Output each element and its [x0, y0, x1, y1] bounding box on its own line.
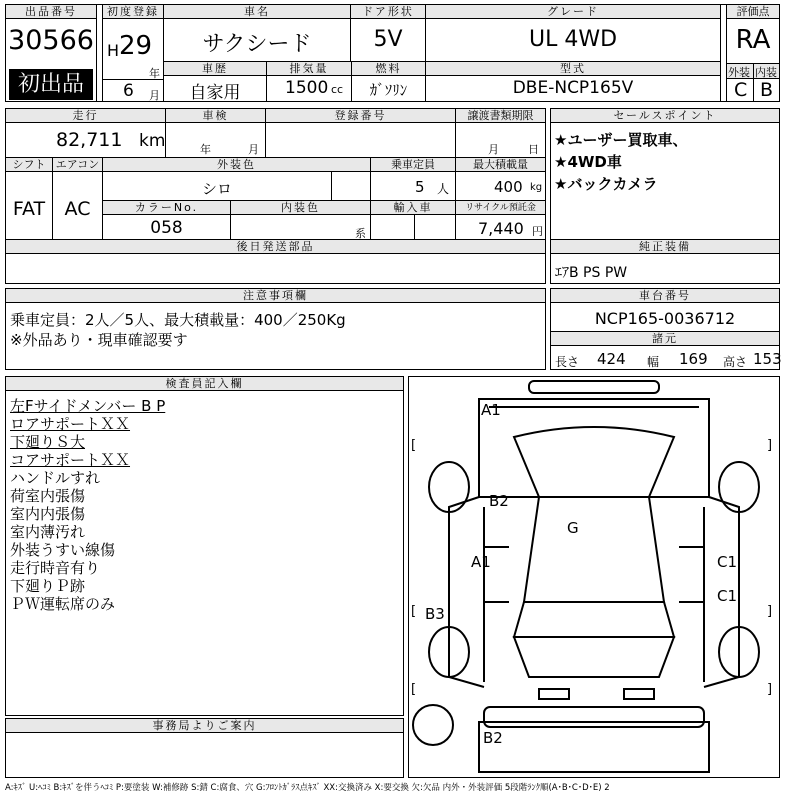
inspector-note: ロアサポートＸＸ — [10, 415, 131, 433]
first-reg-cell — [102, 4, 164, 102]
inspection-month-unit: 月 — [248, 143, 259, 156]
fuel-cell — [351, 61, 426, 102]
aircon-cell — [52, 157, 103, 240]
inspector-note: 外装うすい線傷 — [10, 541, 116, 559]
sales-point-1: ★ユーザー買取車、 — [554, 131, 688, 149]
import-label: 輸入車 — [371, 201, 455, 215]
interior-score: B — [760, 79, 774, 101]
displacement-cell — [266, 61, 352, 102]
max-load-cell — [455, 157, 546, 201]
first-reg-label: 初度登録 — [103, 5, 163, 19]
mark-a1-side: A1 — [471, 553, 491, 571]
door-type-label: ドア形状 — [351, 5, 425, 19]
car-name: サクシード — [202, 32, 312, 57]
lot-number: 30566 — [8, 25, 94, 56]
ext-color-label: 外装色 — [103, 158, 370, 172]
inspector-note: ＰＷ運転席のみ — [10, 595, 116, 613]
ext-color: シロ — [201, 180, 232, 198]
width: 169 — [679, 350, 708, 368]
notes-cell — [5, 288, 546, 370]
mark-g: G — [567, 519, 579, 537]
history: 自家用 — [189, 83, 241, 103]
score-label: 評価点 — [727, 5, 779, 19]
year-unit: 年 — [149, 67, 160, 80]
door-type: 5V — [373, 27, 403, 52]
length-label: 長さ — [555, 355, 580, 369]
svg-text:]: ] — [767, 604, 773, 619]
chassis-number: NCP165-0036712 — [594, 309, 736, 328]
color-no-label: カラーNo. — [103, 201, 230, 215]
import-cell — [370, 200, 456, 240]
length: 424 — [597, 350, 626, 368]
svg-text:[: [ — [411, 682, 417, 697]
svg-text:[: [ — [411, 604, 417, 619]
aircon: AC — [64, 198, 91, 220]
mileage-unit: km — [139, 131, 166, 151]
aircon-label: エアコン — [53, 158, 102, 172]
note-2: ※外品あり・現車確認要す — [10, 331, 188, 349]
shift-label: シフト — [6, 158, 52, 172]
office-label: 事務局よりご案内 — [6, 719, 403, 733]
grade-label: グレード — [426, 5, 720, 19]
inspector-note: 荷室内張傷 — [10, 487, 86, 505]
inspector-note: 室内薄汚れ — [10, 523, 86, 541]
door-type-cell — [350, 4, 426, 62]
exterior-score: C — [734, 79, 748, 101]
specs-label: 諸元 — [551, 332, 779, 346]
history-label: 車歴 — [164, 62, 266, 76]
displacement-unit: cc — [331, 83, 344, 96]
inspection-cell — [165, 108, 266, 158]
inspector-cell — [5, 376, 404, 716]
capacity: 5 — [415, 178, 425, 196]
model-code-label: 型式 — [426, 62, 720, 76]
score: RA — [735, 25, 771, 55]
int-color-unit: 系 — [355, 227, 366, 240]
displacement: 1500 — [285, 78, 329, 98]
max-load: 400 — [494, 178, 523, 196]
month-unit: 月 — [149, 89, 160, 102]
recycle-unit: 円 — [532, 225, 543, 238]
car-name-cell — [163, 4, 351, 62]
chassis-label: 車台番号 — [551, 289, 779, 303]
width-label: 幅 — [647, 355, 660, 369]
recycle-label: リサイクル預託金 — [456, 201, 545, 215]
inspector-note: コアサポートＸＸ — [10, 451, 131, 469]
mark-a1-front: A1 — [481, 401, 501, 419]
transfer-day-unit: 日 — [528, 143, 539, 156]
inspection-year-unit: 年 — [200, 143, 211, 156]
sales-points-label: セールスポイント — [551, 109, 779, 123]
recycle: 7,440 — [478, 219, 524, 238]
shift: FAT — [12, 198, 46, 220]
notes-label: 注意事項欄 — [6, 289, 545, 303]
capacity-label: 乗車定員 — [371, 158, 455, 172]
era: H — [107, 41, 120, 60]
mark-b2-rear: B2 — [483, 729, 503, 747]
inspector-note: 下廻りＰ跡 — [10, 577, 86, 595]
genuine-equipment-label: 純正装備 — [551, 240, 779, 254]
height: 153 — [753, 350, 782, 368]
int-color-label: 内装色 — [231, 201, 370, 215]
inspector-note: 走行時音有り — [10, 559, 101, 577]
chassis-cell — [550, 288, 780, 332]
mark-b3: B3 — [425, 605, 445, 623]
genuine-equipment-cell — [550, 239, 780, 284]
model-code: DBE-NCP165V — [512, 78, 634, 98]
genuine-equipment: ｴｱB PS PW — [555, 265, 628, 281]
lot-number-cell — [5, 4, 97, 102]
lot-number-label: 出品番号 — [6, 5, 96, 19]
ext-color-cell — [102, 157, 371, 201]
mark-c1-right-1: C1 — [717, 553, 738, 571]
later-parts-cell — [5, 239, 546, 284]
mileage-cell — [5, 108, 166, 158]
transfer-month-unit: 月 — [488, 143, 499, 156]
month: 6 — [123, 81, 134, 101]
model-code-cell — [425, 61, 721, 102]
capacity-cell — [370, 157, 456, 201]
inspector-note: 下廻りＳ大 — [10, 433, 86, 451]
car-diagram-svg — [409, 377, 779, 777]
fuel: ｶﾞｿﾘﾝ — [369, 81, 408, 99]
inspector-label: 検査員記入欄 — [6, 377, 403, 391]
specs-cell — [550, 331, 780, 370]
interior-label: 内装 — [755, 66, 777, 79]
capacity-unit: 人 — [437, 182, 450, 196]
mileage-label: 走行 — [6, 109, 165, 123]
inspector-note: 左Fサイドメンバー B P — [10, 397, 166, 415]
inspector-note: 室内内張傷 — [10, 505, 86, 523]
sales-point-3: ★バックカメラ — [554, 175, 658, 193]
color-no-cell — [102, 200, 231, 240]
year: 29 — [119, 31, 153, 61]
grade: UL 4WD — [528, 27, 618, 52]
note-1: 乗車定員：2人／5人、最大積載量：400／250Kg — [10, 311, 346, 329]
inspector-notes-list — [10, 397, 165, 613]
recycle-cell — [455, 200, 546, 240]
transfer-cell — [455, 108, 546, 158]
shift-cell — [5, 157, 53, 240]
plate-cell — [265, 108, 456, 158]
svg-text:[: [ — [411, 438, 417, 453]
mileage: 82,711 — [56, 129, 123, 151]
history-cell — [163, 61, 267, 102]
car-diagram — [408, 376, 780, 778]
color-no: 058 — [150, 218, 183, 238]
max-load-label: 最大積載量 — [456, 158, 545, 172]
first-listing-badge: 初出品 — [9, 69, 93, 100]
mark-b2-left: B2 — [489, 492, 509, 510]
grade-cell — [425, 4, 721, 62]
displacement-label: 排気量 — [267, 62, 351, 76]
inspector-note: ハンドルすれ — [10, 469, 101, 487]
plate-label: 登録番号 — [266, 109, 455, 123]
inspection-label: 車検 — [166, 109, 265, 123]
height-label: 高さ — [723, 355, 748, 369]
sales-points-cell — [550, 108, 780, 240]
legend: A:ｷｽﾞ U:ﾍｺﾐ B:ｷｽﾞを伴うﾍｺﾐ P:要塗装 W:補修跡 S:錆 C:腐食、穴 G:ﾌﾛﾝﾄｶﾞﾗｽ点ｷｽﾞ XX:交換済み X:要交換 欠:欠品 内外・外装評価 5段階ﾗﾝｸ順(A･B･C･D･E) 2 — [5, 783, 610, 793]
office-cell — [5, 718, 404, 778]
exterior-label: 外装 — [728, 66, 750, 79]
score-cell — [726, 4, 780, 102]
fuel-label: 燃料 — [352, 62, 425, 76]
svg-text:]: ] — [767, 682, 773, 697]
sales-point-2: ★4WD車 — [554, 153, 622, 171]
mark-c1-right-2: C1 — [717, 587, 738, 605]
max-load-unit: kg — [530, 182, 543, 193]
transfer-label: 譲渡書類期限 — [456, 109, 545, 123]
svg-text:]: ] — [767, 438, 773, 453]
int-color-cell — [230, 200, 371, 240]
car-name-label: 車名 — [164, 5, 350, 19]
later-parts-label: 後日発送部品 — [6, 240, 545, 254]
